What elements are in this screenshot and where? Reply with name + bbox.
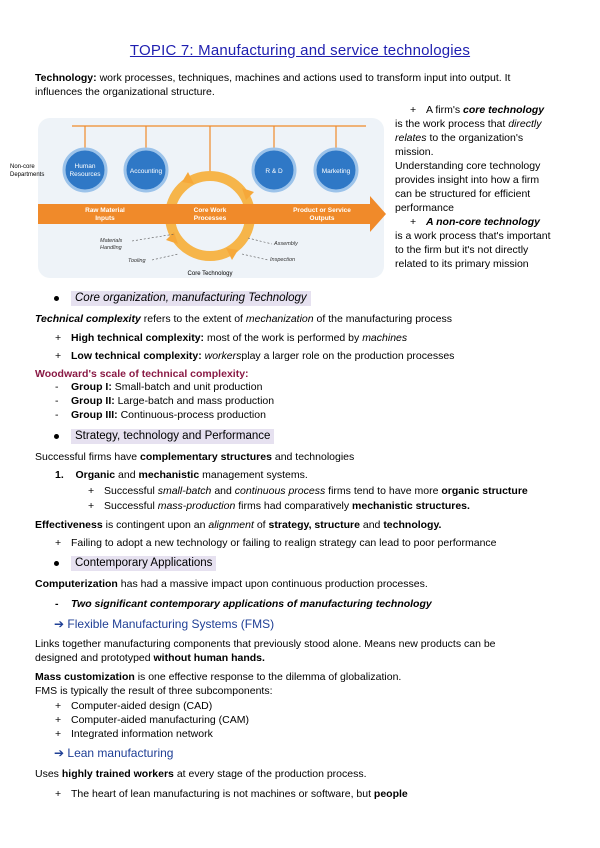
- failing-item: + Failing to adopt a new technology or failing to realign strategy can lead to poor performance: [55, 537, 497, 549]
- assembly-label: Assembly: [274, 241, 298, 247]
- fms-heading: ➔ Flexible Manufacturing Systems (FMS): [54, 617, 275, 631]
- page-title: TOPIC 7: Manufacturing and service technologies: [129, 42, 471, 59]
- technical-complexity-def: Technical complexity refers to the extent of mechanization of the manufacturing process: [35, 313, 452, 325]
- list-item: - Group II: Large-batch and mass production: [55, 395, 275, 407]
- noncore-label-2: Departments: [10, 172, 45, 178]
- core-technology-diagram: [10, 108, 390, 283]
- circle-label-hr-2: Resources: [69, 171, 101, 178]
- section-header: Core organization, manufacturing Technology: [71, 291, 311, 306]
- low-complexity-item: + Low technical complexity: workersplay a larger role on the production processes: [55, 350, 455, 362]
- tooling-label: Tooling: [128, 258, 146, 264]
- woodward-scale-heading: Woodward's scale of technical complexity:: [35, 368, 249, 380]
- materials-label-1: Materials: [100, 238, 123, 244]
- inspection-label: Inspection: [270, 257, 296, 263]
- raw-material-label-1: Raw Material: [85, 207, 125, 214]
- hr-circle: [64, 149, 106, 191]
- technology-term: Technology:: [35, 72, 97, 84]
- effectiveness-text: Effectiveness is contingent upon an alignment of strategy, structure and technology.: [35, 519, 442, 531]
- section-contemporary: [54, 557, 216, 569]
- section-header: Strategy, technology and Performance: [71, 429, 274, 444]
- high-complexity-item: + High technical complexity: most of the work is performed by machines: [55, 332, 408, 344]
- core-technology-label: Core Technology: [187, 271, 233, 277]
- mass-customization-text: Mass customization is one effective response to the dilemma of globalization. FMS is typically the result of three subcomponents:: [35, 671, 402, 697]
- list-item: - Group I: Small-batch and unit production: [55, 381, 263, 393]
- output-label-2: Outputs: [309, 215, 335, 222]
- arrow-right-icon: ➔: [54, 617, 65, 631]
- lean-heart-item: + The heart of lean manufacturing is not machines or software, but people: [55, 788, 408, 800]
- section-core-organization: [54, 292, 311, 304]
- technology-text-1: work processes, techniques, machines and actions used to transform input into output. It: [99, 72, 511, 84]
- subcomponent-list: [55, 699, 595, 741]
- mass-production-item: + Successful mass-production firms had comparatively mechanistic structures.: [88, 500, 470, 512]
- circle-label-marketing: Marketing: [321, 168, 351, 175]
- list-item: + Integrated information network: [55, 728, 213, 740]
- technology-definition: [35, 71, 575, 99]
- output-label-1: Product or Service: [293, 207, 351, 214]
- arrow-right-icon: ➔: [54, 746, 65, 760]
- successful-firms-text: Successful firms have complementary structures and technologies: [35, 451, 355, 463]
- raw-material-label-2: Inputs: [95, 215, 115, 222]
- two-apps-item: - Two significant contemporary applications of manufacturing technology: [55, 598, 432, 610]
- section-strategy: [54, 430, 274, 442]
- group-list: [55, 380, 595, 422]
- materials-label-2: Handling: [100, 245, 122, 251]
- core-work-label-1: Core Work: [193, 207, 227, 214]
- list-item: + Computer-aided design (CAD): [55, 700, 213, 712]
- lean-heading: ➔ Lean manufacturing: [54, 746, 174, 760]
- circle-label-accounting: Accounting: [129, 168, 163, 175]
- core-technology-notes: + A firm's core technology is the work process that directly relates to the organization's mission. Understanding core technology provides insight into how a firm can be structured for efficient performance + A non-core technology is a work process that's important to the firm but it's not directly related to its primary mission: [395, 104, 551, 270]
- computerization-text: Computerization has had a massive impact upon continuous production processes.: [35, 578, 428, 590]
- lean-uses-text: Uses highly trained workers at every stage of the production process.: [35, 768, 367, 780]
- circle-label-hr-1: Human: [74, 163, 96, 170]
- numbered-item: 1. Organic and mechanistic management systems.: [55, 469, 308, 481]
- core-work-label-2: Processes: [193, 215, 227, 222]
- technology-text-2: influences the organizational structure.: [35, 86, 215, 98]
- section-header: Contemporary Applications: [71, 556, 216, 571]
- small-batch-item: + Successful small-batch and continuous process firms tend to have more organic structure: [88, 485, 528, 497]
- list-item: - Group III: Continuous-process production: [55, 409, 266, 421]
- circle-label-rd: R & D: [265, 168, 283, 175]
- noncore-label-1: Non-core: [10, 164, 35, 170]
- fms-description: Links together manufacturing components that previously stood alone. Means new products can be designed and prototyped without human hands.: [35, 638, 496, 664]
- list-item: + Computer-aided manufacturing (CAM): [55, 714, 249, 726]
